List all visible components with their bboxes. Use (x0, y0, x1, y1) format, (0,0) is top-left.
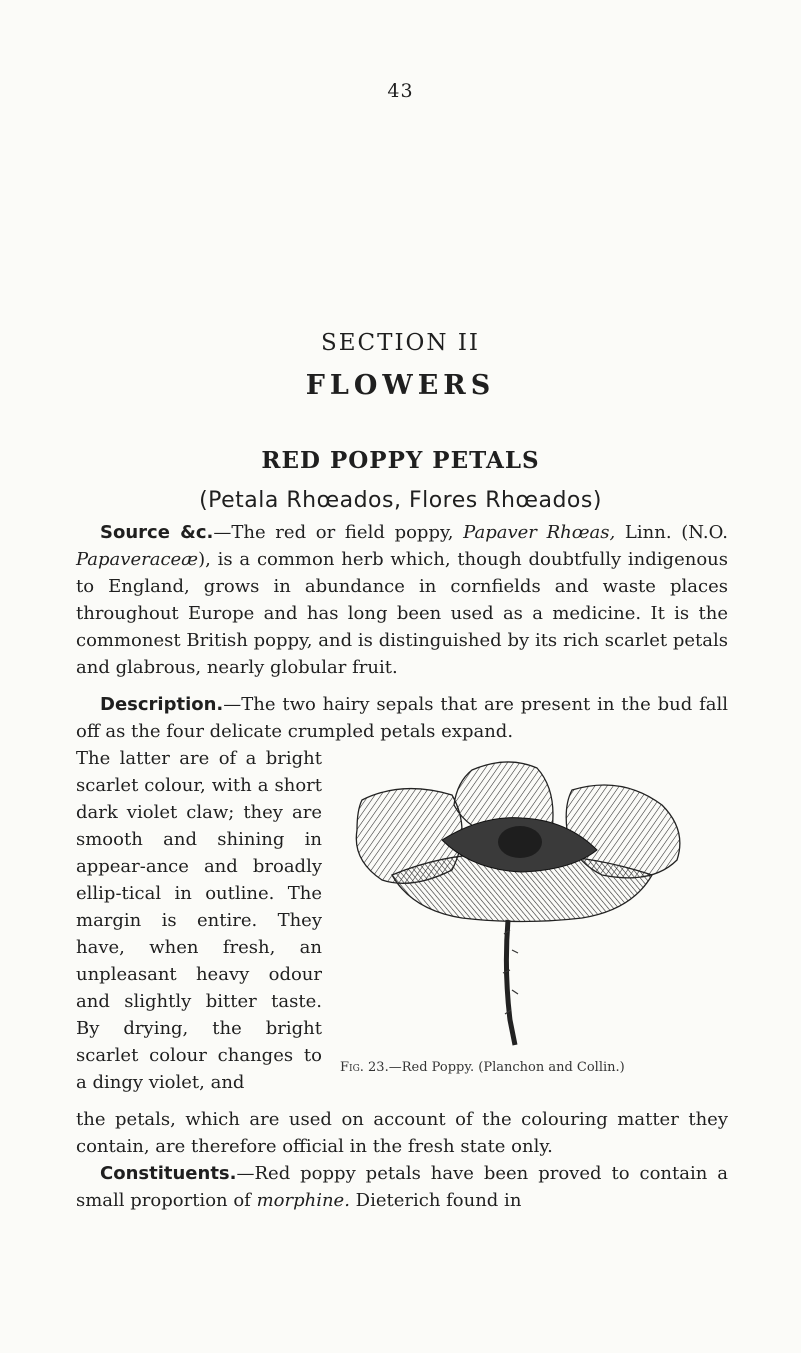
description-heading: Description. (100, 694, 224, 715)
constituents-paragraph (76, 1160, 728, 1214)
constituents-italic-1: morphine. (256, 1190, 350, 1211)
article-title: RED POPPY PETALS (261, 447, 540, 474)
source-italic-1: Papaver Rhœas, (463, 522, 616, 543)
figure-caption (340, 1060, 740, 1075)
description-paragraph-left: The latter are of a bright scarlet colour, with a short dark violet claw; they are smooth and shining in appear-ance and broadly ellip-tical in outline. The margin is entire. They have, when fresh, an unpleasant heavy odour and slightly bitter taste. By drying, the bright scarlet colour changes to a dingy violet, and (76, 748, 322, 1093)
page-number: 43 (387, 80, 414, 102)
article-subtitle: (Petala Rhœados, Flores Rhœados) (199, 488, 602, 513)
description-text-top: —The two hairy sepals that are present in the bud fall off as the four delicate crumpled petals expand. (76, 694, 728, 742)
section-label: SECTION II (320, 330, 481, 356)
description-paragraph-top (76, 691, 728, 745)
poppy-illustration-icon (332, 760, 722, 1050)
figure-caption-text: —Red Poppy. (388, 1060, 475, 1075)
section-title: FLOWERS (305, 370, 496, 401)
constituents-text-1: —Red poppy petals have been proved to contain a small proportion of (76, 1163, 728, 1211)
source-text-1: —The red or field poppy, (213, 522, 464, 543)
source-text-2: Linn. (N.O. (615, 522, 729, 543)
description-text-bottom: the petals, which are used on account of the colouring matter they contain, are therefore official in the fresh state only. (76, 1109, 728, 1157)
constituents-heading: Constituents. (100, 1163, 237, 1184)
source-text-3: ), is a common herb which, though doubtfully indigenous to England, grows in abundance in cornfields and waste places throughout Europe and has long been used as a medicine. It is the commonest British poppy, and is distinguished by its rich scarlet petals and glabrous, nearly globular fruit. (76, 549, 728, 678)
source-italic-2: Papaveraceæ (76, 549, 199, 570)
figure-caption-label: Fig. 23. (340, 1060, 389, 1075)
source-paragraph (76, 519, 728, 681)
poppy-figure (332, 760, 722, 1050)
source-heading: Source &c. (100, 522, 214, 543)
figure-caption-credit: (Planchon and Collin.) (478, 1060, 625, 1075)
constituents-text-2: Dieterich found in (349, 1190, 522, 1211)
description-paragraph-bottom (76, 1106, 728, 1160)
